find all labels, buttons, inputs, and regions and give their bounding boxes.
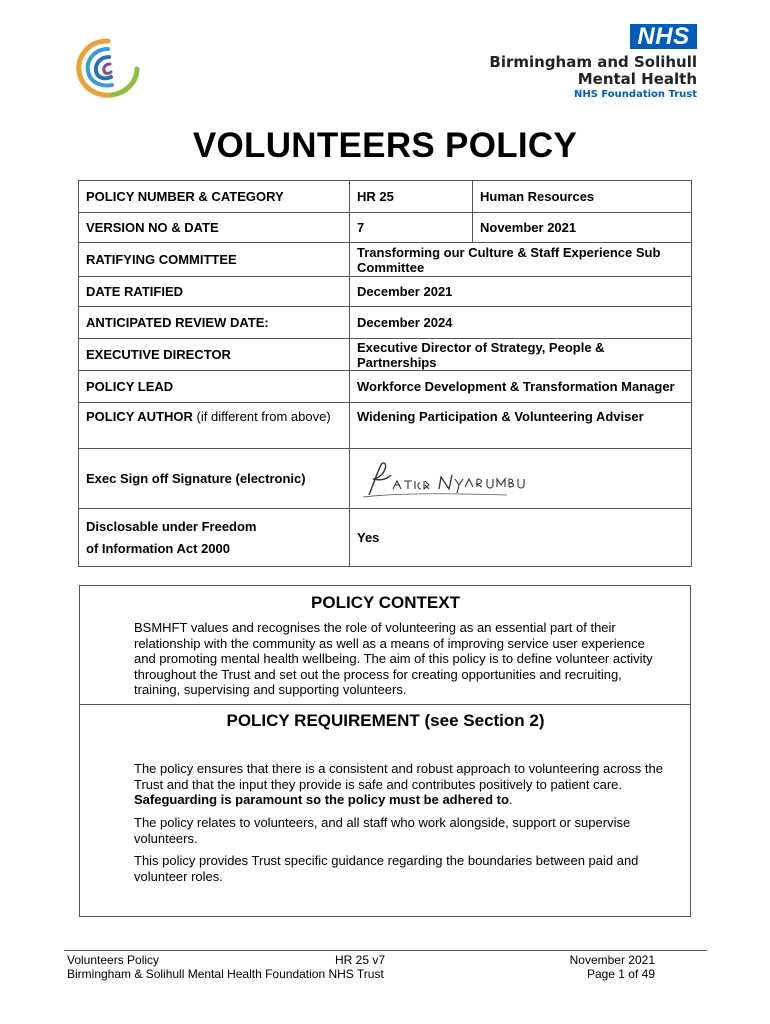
footer-divider <box>64 950 707 951</box>
swirl-logo-icon <box>74 37 142 99</box>
table-row <box>79 243 692 277</box>
table-row <box>79 371 692 403</box>
policy-context-heading: POLICY CONTEXT <box>311 593 460 612</box>
ratifying-committee-label: RATIFYING COMMITTEE <box>79 243 350 277</box>
table-row <box>79 277 692 307</box>
date-ratified-value: December 2021 <box>350 277 692 307</box>
policy-author-value: Widening Participation & Volunteering Adviser <box>350 403 692 449</box>
policy-number-label: POLICY NUMBER & CATEGORY <box>79 181 350 213</box>
requirement-paragraph-3: This policy provides Trust specific guidance regarding the boundaries between paid and volunteer roles. <box>134 853 639 884</box>
footer-version: HR 25 v7 <box>335 953 386 967</box>
policy-lead-label: POLICY LEAD <box>79 371 350 403</box>
section-divider <box>80 704 691 705</box>
policy-author-label <box>79 403 350 449</box>
signoff-label: Exec Sign off Signature (electronic) <box>79 449 350 509</box>
review-date-value: December 2024 <box>350 307 692 339</box>
requirement-paragraph-2: The policy relates to volunteers, and all staff who work alongside, support or supervise volunteers. <box>134 815 631 846</box>
policy-context-text: BSMHFT values and recognises the role of volunteering as an essential part of their relationship with the community as well as a means of improving service user experience and promoting mental health wellbeing. The aim of this policy is to define volunteer activity throughout the Trust and set out the process for creating opportunities and recruiting, training, supervising and supporting volunteers. <box>134 620 653 698</box>
date-ratified-label: DATE RATIFIED <box>79 277 350 307</box>
review-date-label: ANTICIPATED REVIEW DATE: <box>79 307 350 339</box>
foi-value: Yes <box>350 509 692 567</box>
nhs-logo: NHS <box>630 24 697 49</box>
footer-document-name: Volunteers Policy <box>67 953 160 967</box>
signature-cell <box>350 449 692 509</box>
executive-director-label: EXECUTIVE DIRECTOR <box>79 339 350 371</box>
table-row <box>79 339 692 371</box>
footer-date: November 2021 <box>569 953 655 967</box>
policy-author-label-text: POLICY AUTHOR <box>86 409 193 424</box>
policy-author-note: (if different from above) <box>192 409 331 424</box>
table-row <box>79 509 692 567</box>
requirement-p1-text: The policy ensures that there is a consistent and robust approach to volunteering across the Trust and that the input they provide is safe and contributes positively to patient care. <box>134 761 663 792</box>
policy-lead-value: Workforce Development & Transformation Manager <box>350 371 692 403</box>
policy-requirement-heading: POLICY REQUIREMENT (see Section 2) <box>226 711 545 730</box>
requirement-paragraph-1 <box>134 761 664 808</box>
executive-director-value: Executive Director of Strategy, People & Partnerships <box>350 339 692 371</box>
safeguarding-emphasis: Safeguarding is paramount so the policy must be adhered to <box>134 792 509 808</box>
version-date: November 2021 <box>473 213 692 243</box>
footer-page-number: Page 1 of 49 <box>586 967 655 981</box>
table-row <box>79 213 692 243</box>
policy-info-table <box>78 180 692 567</box>
policy-number-value: HR 25 <box>350 181 473 213</box>
footer-trust-name: Birmingham & Solihull Mental Health Foundation NHS Trust <box>67 967 384 981</box>
foi-label <box>79 509 350 567</box>
foi-label-line1: Disclosable under Freedom <box>86 518 257 534</box>
page-title: VOLUNTEERS POLICY <box>192 126 578 165</box>
org-name-line1: Birmingham and Solihull <box>489 53 697 71</box>
handwritten-signature <box>357 459 542 499</box>
version-value: 7 <box>350 213 473 243</box>
policy-category-value: Human Resources <box>473 181 692 213</box>
foi-label-line2: of Information Act 2000 <box>86 540 230 556</box>
table-row <box>79 403 692 449</box>
version-label: VERSION NO & DATE <box>79 213 350 243</box>
table-row <box>79 449 692 509</box>
table-row <box>79 181 692 213</box>
ratifying-committee-value: Transforming our Culture & Staff Experience Sub Committee <box>350 243 692 277</box>
org-name-line2: Mental Health <box>577 70 697 88</box>
requirement-p1-end: . <box>508 792 513 808</box>
org-name-line3: NHS Foundation Trust <box>573 89 697 100</box>
table-row <box>79 307 692 339</box>
